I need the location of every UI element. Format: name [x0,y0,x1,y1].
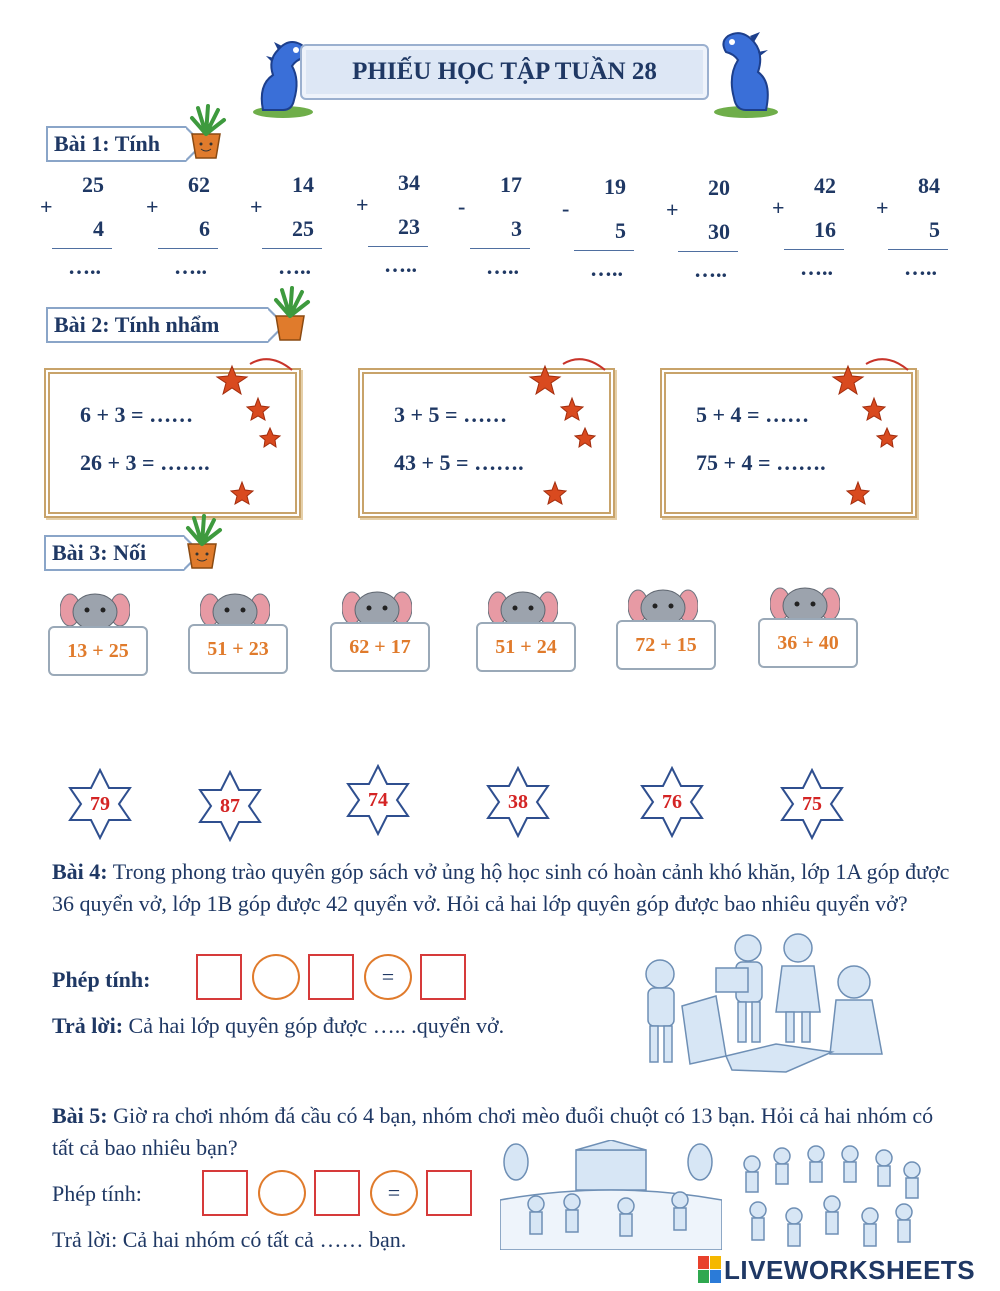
bai4-phep-tinh-label: Phép tính: [52,967,151,992]
bai4-number-box-1[interactable] [196,954,242,1000]
calc-answer-blank[interactable]: ….. [694,257,727,282]
bai5-number-box-2[interactable] [314,1170,360,1216]
liveworksheets-logo-text: LIVEWORKSHEETS [724,1254,976,1285]
result-value: 87 [220,794,240,817]
result-star-5[interactable] [636,766,708,838]
bai5-text: Giờ ra chơi nhóm đá cầu có 4 bạn, nhóm chơi mèo đuổi chuột có 13 bạn. Hỏi cả hai nhóm có tất cả bao nhiêu bạn? [52,1103,934,1160]
bai4-answer-line [52,1010,504,1042]
frame-equation[interactable]: 43 + 5 = ……. [394,450,524,475]
calc-number-bottom: 4 [93,216,104,241]
plant-pot-icon [268,286,312,342]
calc-number-top: 62 [188,172,210,197]
result-value: 79 [90,792,110,815]
bai3-label: Bài 3: Nối [52,540,147,565]
calc-number-bottom: 30 [708,219,730,244]
equals-sign: = [387,1180,401,1205]
bai4-tra-loi-text: Cả hai lớp quyên góp được ….. .quyển vở. [123,1013,505,1038]
dinosaur-right-icon [706,20,784,120]
bai4-tra-loi-label: Trả lời: [52,1013,124,1038]
expression-box[interactable]: 62 + 17 [330,622,430,672]
frame-equation[interactable]: 75 + 4 = ……. [696,450,826,475]
expression-group-4 [476,586,576,676]
bai4-label: Bài 4: [52,859,108,884]
calc-item-9 [876,173,956,283]
bai5-equals-circle [370,1170,418,1216]
bai5-answer-line: Trả lời: Cả hai nhóm có tất cả …… bạn. [52,1227,407,1252]
elephant-icon [60,588,130,630]
bai1-label-tag [46,126,186,162]
calc-operator: + [356,192,369,217]
bai4-result-box[interactable] [420,954,466,1000]
result-star-6[interactable] [776,768,848,840]
frame-equation[interactable]: 6 + 3 = …… [80,402,194,427]
result-star-4[interactable] [482,766,554,838]
calc-item-1 [40,172,120,282]
calc-item-3 [250,172,330,282]
liveworksheets-logo-icon [698,1256,722,1284]
calc-operator: + [666,197,679,222]
expression-group-5 [616,584,716,674]
expression-group-2 [188,588,288,678]
children-circle-game-illustration [732,1144,928,1248]
result-value: 74 [368,788,388,811]
calc-answer-blank[interactable]: ….. [800,255,833,280]
bai4-text: Trong phong trào quyên góp sách vở ủng hộ học sinh có hoàn cảnh khó khăn, lớp 1A góp được 36 quyển vở, lớp 1B góp được 42 quyển vở. Hỏi cả hai lớp quyên góp được bao nhiêu quyển vở? [52,859,950,916]
result-star-1[interactable] [64,768,136,840]
calc-number-top: 84 [918,173,940,198]
calc-answer-blank[interactable]: ….. [486,254,519,279]
children-donating-books-illustration [636,926,886,1076]
expression-group-1 [48,588,148,678]
page-title: PHIẾU HỌC TẬP TUẦN 28 [300,44,709,100]
calc-number-bottom: 3 [511,216,522,241]
calc-operator: + [250,194,263,219]
equals-sign: = [381,964,395,989]
bai2-label-tag [46,307,268,343]
bai4-number-box-2[interactable] [308,954,354,1000]
calc-item-2 [146,172,226,282]
calc-number-bottom: 25 [292,216,314,241]
frame-equation[interactable]: 26 + 3 = ……. [80,450,210,475]
calc-item-5 [458,172,538,282]
calc-number-top: 20 [708,175,730,200]
calc-operator: + [772,195,785,220]
result-star-3[interactable] [342,764,414,836]
calc-answer-blank[interactable]: ….. [904,255,937,280]
plant-pot-icon [184,104,228,160]
calc-answer-blank[interactable]: ….. [384,252,417,277]
plant-pot-icon [180,514,224,570]
schoolyard-playing-illustration [500,1140,722,1250]
calc-answer-blank[interactable]: ….. [68,254,101,279]
result-value: 75 [802,792,822,815]
liveworksheets-logo[interactable] [698,1254,994,1286]
calc-item-4 [356,170,436,280]
frame-equation[interactable]: 5 + 4 = …… [696,402,810,427]
frame-equation[interactable]: 3 + 5 = …… [394,402,508,427]
expression-group-6 [758,582,858,672]
calc-answer-blank[interactable]: ….. [174,254,207,279]
bai4-problem-text [52,856,952,920]
calc-operator: - [458,194,466,219]
result-value: 38 [508,790,528,813]
bai3-label-tag [44,535,184,571]
calc-number-top: 42 [814,173,836,198]
expression-box[interactable]: 51 + 24 [476,622,576,672]
decorative-star-icons [0,350,1000,510]
expression-box[interactable]: 72 + 15 [616,620,716,670]
bai5-number-box-1[interactable] [202,1170,248,1216]
calc-operator: + [40,194,53,219]
bai4-equals-circle [364,954,412,1000]
bai5-phep-tinh-label: Phép tính: [52,1181,142,1206]
calc-item-6 [562,174,642,284]
calc-number-bottom: 23 [398,214,420,239]
bai2-label: Bài 2: Tính nhẩm [54,312,220,337]
expression-box[interactable]: 13 + 25 [48,626,148,676]
calc-number-top: 25 [82,172,104,197]
calc-item-7 [666,175,746,285]
calc-answer-blank[interactable]: ….. [278,254,311,279]
calc-number-bottom: 6 [199,216,210,241]
bai1-label: Bài 1: Tính [54,131,160,156]
expression-group-3 [330,586,430,676]
expression-box[interactable]: 36 + 40 [758,618,858,668]
result-star-2[interactable] [194,770,266,842]
calc-operator: + [876,195,889,220]
calc-operator: + [146,194,159,219]
calc-answer-blank[interactable]: ….. [590,256,623,281]
calc-number-bottom: 5 [615,218,626,243]
calc-number-bottom: 16 [814,217,836,242]
calc-operator: - [562,196,570,221]
result-value: 76 [662,790,682,813]
calc-number-top: 14 [292,172,314,197]
bai4-operator-circle[interactable] [252,954,300,1000]
calc-number-top: 34 [398,170,420,195]
calc-item-8 [772,173,852,283]
calc-number-bottom: 5 [929,217,940,242]
calc-number-top: 19 [604,174,626,199]
bai5-operator-circle[interactable] [258,1170,306,1216]
expression-box[interactable]: 51 + 23 [188,624,288,674]
bai5-label: Bài 5: [52,1103,108,1128]
bai5-result-box[interactable] [426,1170,472,1216]
calc-number-top: 17 [500,172,522,197]
